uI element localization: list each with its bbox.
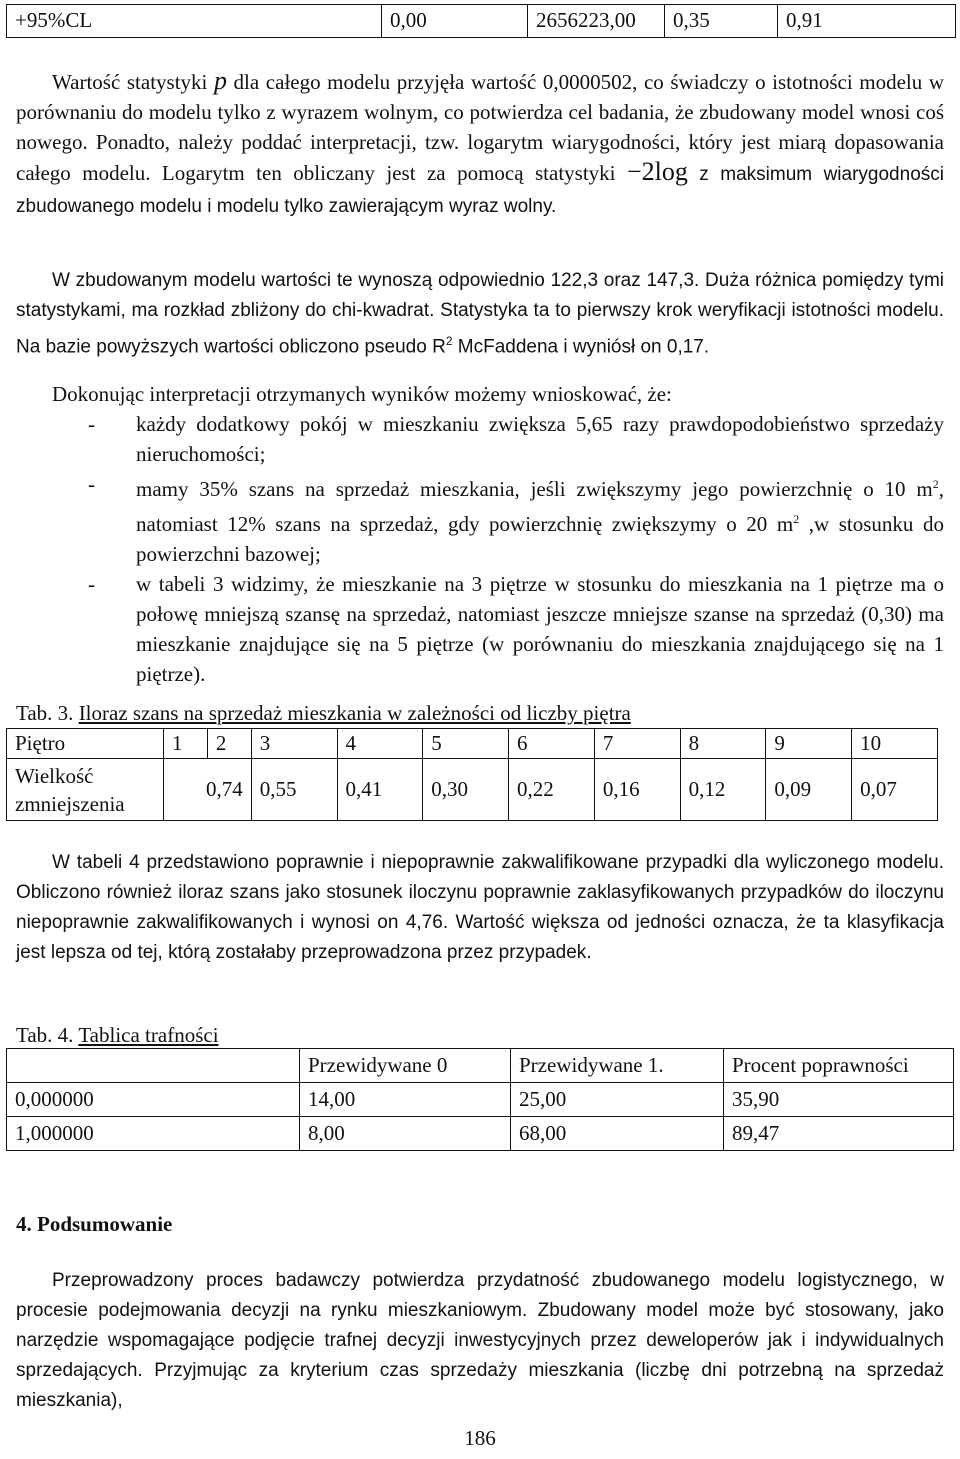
table-row xyxy=(7,729,938,759)
caption-prefix: Tab. 3. xyxy=(16,701,79,725)
section-heading: 4. Podsumowanie xyxy=(16,1212,173,1236)
text-run: McFaddena i wyniósł on 0,17. xyxy=(452,336,710,358)
table-cell: 4 xyxy=(337,729,423,759)
caption-title: Iloraz szans na sprzedaż mieszkania w zależności od liczby piętra xyxy=(78,701,631,725)
list-item-text: ,w stosunku do powierzchni bazowej; xyxy=(136,512,944,566)
caption-title: Tablica trafności xyxy=(78,1023,219,1047)
table-header-cell xyxy=(7,1049,300,1083)
table-cell: 5 xyxy=(423,729,509,759)
text-run: Wartość statystyki xyxy=(52,70,214,94)
text-run: dla całego modelu przyjęła wartość 0,0000502, co świadczy o istotności modelu w porównaniu do modelu tylko z wyrazem wolnym, co potwierdza cel badania, że zbudowany model wnosi coś nowego. Ponadto, należy poddać interpretacji, tzw. logarytm wiarygodności, który jest miarą dopasowania całego modelu. Logarytm ten obliczany jest za pomocą statystyki xyxy=(16,70,944,185)
table-header-cell: Przewidywane 0 xyxy=(300,1049,511,1083)
table4 xyxy=(6,1048,954,1151)
table-row xyxy=(7,5,956,38)
table-cell: 7 xyxy=(594,729,680,759)
table-cell: 6 xyxy=(509,729,595,759)
dash-marker: - xyxy=(88,472,95,496)
table-cell: 8 xyxy=(680,729,766,759)
list-item xyxy=(16,569,944,689)
table-cell: 0,07 xyxy=(852,759,938,821)
table-cell: 3 xyxy=(251,729,337,759)
dash-marker: - xyxy=(88,572,95,596)
formula-minus-2log: −2log xyxy=(626,157,688,186)
row-label-line: Wielkość xyxy=(15,763,94,788)
dash-marker: - xyxy=(88,412,95,436)
paragraph-statistics xyxy=(16,266,944,362)
table-row xyxy=(7,1117,954,1151)
table-header-cell xyxy=(7,759,164,821)
table-cell: +95%CL xyxy=(7,5,382,38)
table-cell: 0,74 xyxy=(164,759,252,821)
table-cell: 9 xyxy=(766,729,852,759)
table-header-cell: Przewidywane 1. xyxy=(511,1049,724,1083)
table-cell: 25,00 xyxy=(511,1083,724,1117)
paragraph-table4-intro: W tabeli 4 przedstawiono poprawnie i niepoprawnie zakwalifikowane przypadki dla wyliczonego modelu. Obliczono również iloraz szans jako stosunek iloczynu poprawnie zaklasyfikowanych przypadków do iloczynu niepoprawnie zakwalifikowanych i wynosi on 4,76. Wartość większa od jedności oznacza, że ta klasyfikacja jest lepsza od tej, którą zostałaby przeprowadzona przez przypadek. xyxy=(16,852,944,963)
table-cell: 2 xyxy=(207,729,251,759)
table-cell: 1 xyxy=(164,729,208,759)
table-cell: 0,41 xyxy=(337,759,423,821)
paragraph-model-significance xyxy=(16,66,944,222)
text-run: W zbudowanym modelu wartości te wynoszą odpowiednio 122,3 oraz 147,3. Duża różnica pomiędzy tymi statystykami, ma rozkład zbliżony do chi-kwadrat. Statystyka ta to pierwszy krok weryfikacji istotności modelu. Na bazie powyższych wartości obliczono pseudo R xyxy=(16,270,944,358)
list-item xyxy=(16,469,944,569)
table-cell: 0,22 xyxy=(509,759,595,821)
table-row xyxy=(7,1083,954,1117)
list-item-text: mamy 35% szans na sprzedaż mieszkania, jeśli zwiększymy jego powierzchnię o 10 m xyxy=(136,477,933,501)
list-item xyxy=(16,409,944,469)
superscript: 2 xyxy=(445,334,453,348)
table-cell: 2656223,00 xyxy=(528,5,665,38)
table-cell: 0,000000 xyxy=(7,1083,300,1117)
superscript: 2 xyxy=(793,512,800,526)
table-cell: 8,00 xyxy=(300,1117,511,1151)
table-cell: 1,000000 xyxy=(7,1117,300,1151)
page-number: 186 xyxy=(464,1426,496,1450)
table-cell: 89,47 xyxy=(724,1117,954,1151)
interpretation-list xyxy=(16,409,944,689)
table-row xyxy=(7,759,938,821)
table-cell: 0,30 xyxy=(423,759,509,821)
table3-caption xyxy=(16,700,631,726)
table-cell: 35,90 xyxy=(724,1083,954,1117)
table3 xyxy=(6,728,938,821)
row-label-line: zmniejszenia xyxy=(15,791,125,816)
table-cell: 0,35 xyxy=(665,5,778,38)
table-cell: 14,00 xyxy=(300,1083,511,1117)
table-header-cell: Procent poprawności xyxy=(724,1049,954,1083)
superscript: 2 xyxy=(932,477,939,491)
caption-prefix: Tab. 4. xyxy=(16,1023,79,1047)
text-run: z maksimum wiarygodności zbudowanego modelu i modelu tylko zawierającym wyraz wolny. xyxy=(16,164,944,217)
list-item-text: , natomiast 12% szans na sprzedaż, gdy powierzchnię zwiększymy o 20 m xyxy=(136,477,944,536)
list-item-text: w tabeli 3 widzimy, że mieszkanie na 3 piętrze w stosunku do mieszkania na 1 piętrze ma o połowę mniejszą szansę na sprzedaż, natomiast jeszcze mniejsze szanse na sprzedaż (0,30) ma mieszkanie znajdujące się na 5 piętrze (w porównaniu do mieszkania znajdującego się na 1 piętrze). xyxy=(136,572,944,686)
ci-table xyxy=(6,4,956,38)
table-cell: 0,12 xyxy=(680,759,766,821)
table-cell: 0,55 xyxy=(251,759,337,821)
paragraph-interpretation: Dokonując interpretacji otrzymanych wyników możemy wnioskować, że: xyxy=(52,382,672,406)
table-cell: 0,09 xyxy=(766,759,852,821)
table-row xyxy=(7,1049,954,1083)
table-cell: 0,00 xyxy=(382,5,528,38)
paragraph-summary: Przeprowadzony proces badawczy potwierdza przydatność zbudowanego modelu logistycznego, w procesie podejmowania decyzji na rynku mieszkaniowym. Zbudowany model może być stosowany, jako narzędzie wspomagające podjęcie trafnej decyzji inwestycyjnych przez deweloperów jak i indywidualnych sprzedających. Przyjmując za kryterium czas sprzedaży mieszkania (liczbę dni potrzebną na sprzedaż mieszkania), xyxy=(16,1270,944,1411)
table-cell: 68,00 xyxy=(511,1117,724,1151)
table-cell: 0,91 xyxy=(778,5,956,38)
table4-caption xyxy=(16,1022,219,1048)
p-symbol: p xyxy=(213,66,227,95)
list-item-text: każdy dodatkowy pokój w mieszkaniu zwiększa 5,65 razy prawdopodobieństwo sprzedaży nieruchomości; xyxy=(136,412,944,466)
table-cell: 0,16 xyxy=(594,759,680,821)
table-cell: 10 xyxy=(852,729,938,759)
table-header-cell: Piętro xyxy=(7,729,164,759)
